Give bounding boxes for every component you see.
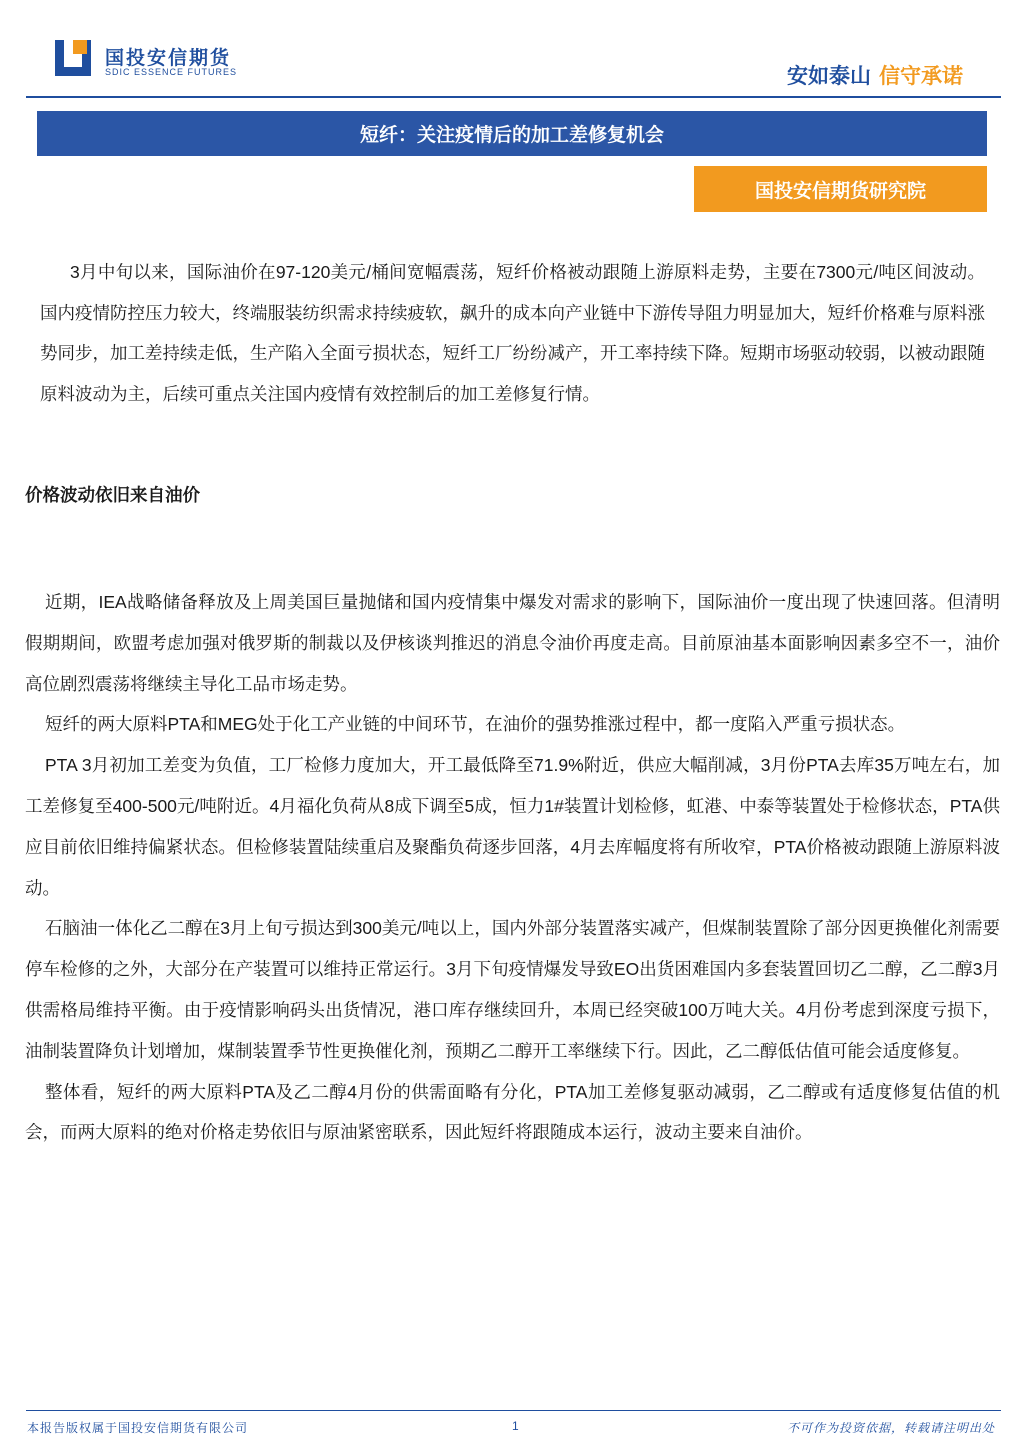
page-header [0, 0, 1025, 100]
body-paragraph: 近期，IEA战略储备释放及上周美国巨量抛储和国内疫情集中爆发对需求的影响下，国际油价一度出现了快速回落。但清明假期期间，欧盟考虑加强对俄罗斯的制裁以及伊核谈判推迟的消息令油价再度走高。目前原油基本面影响因素多空不一，油价高位剧烈震荡将继续主导化工品市场走势。 [25, 592, 1000, 694]
logo-english-name: SDIC ESSENCE FUTURES [105, 67, 238, 77]
body-paragraph: 整体看，短纤的两大原料PTA及乙二醇4月份的供需面略有分化，PTA加工差修复驱动减弱，乙二醇或有适度修复估值的机会，而两大原料的绝对价格走势依旧与原油紧密联系，因此短纤将跟随成本运行，波动主要来自油价。 [25, 1081, 1000, 1143]
footer-divider [26, 1410, 1001, 1411]
company-logo [55, 40, 315, 90]
body-paragraph: 短纤的两大原料PTA和MEG处于化工产业链的中间环节，在油价的强势推涨过程中，都一度陷入严重亏损状态。 [45, 714, 906, 735]
body-paragraph: 石脑油一体化乙二醇在3月上旬亏损达到300美元/吨以上，国内外部分装置落实减产，但煤制装置除了部分因更换催化剂需要停车检修的之外，大部分在产装置可以维持正常运行。3月下旬疫情爆发导致EO出货困难国内多套装置回切乙二醇，乙二醇3月供需格局维持平衡。由于疫情影响码头出货情况，港口库存继续回升，本周已经突破100万吨大关。4月份考虑到深度亏损下，油制装置降负计划增加，煤制装置季节性更换催化剂，预期乙二醇开工率继续下行。因此，乙二醇低估值可能会适度修复。 [25, 918, 1000, 1061]
body-text [25, 582, 1000, 1153]
copyright-notice: 本报告版权属于国投安信期货有限公司 [27, 1421, 249, 1435]
section-title: 价格波动依旧来自油价 [25, 485, 200, 505]
research-institute-label: 国投安信期货研究院 [694, 166, 987, 212]
slogan-part-b: 信守承诺 [879, 65, 963, 88]
page-number: 1 [512, 1419, 519, 1433]
logo-mark-icon [55, 40, 91, 76]
body-paragraph: PTA 3月初加工差变为负值，工厂检修力度加大，开工最低降至71.9%附近，供应大幅削减，3月份PTA去库35万吨左右，加工差修复至400-500元/吨附近。4月福化负荷从8成下调至5成，恒力1#装置计划检修，虹港、中泰等装置处于检修状态，PTA供应目前依旧维持偏紧状态。但检修装置陆续重启及聚酯负荷逐步回落，4月去库幅度将有所收窄，PTA价格被动跟随上游原料波动。 [25, 755, 1000, 898]
report-title: 短纤：关注疫情后的加工差修复机会 [37, 111, 987, 156]
disclaimer: 不可作为投资依据，转载请注明出处 [786, 1421, 995, 1435]
slogan [787, 60, 963, 90]
slogan-part-a: 安如泰山 [787, 65, 871, 88]
summary-paragraph: 3月中旬以来，国际油价在97-120美元/桶间宽幅震荡，短纤价格被动跟随上游原料走势，主要在7300元/吨区间波动。国内疫情防控压力较大，终端服装纺织需求持续疲软，飙升的成本向产业链中下游传导阻力明显加大，短纤价格难与原料涨势同步，加工差持续走低，生产陷入全面亏损状态，短纤工厂纷纷减产，开工率持续下降。短期市场驱动较弱，以被动跟随原料波动为主，后续可重点关注国内疫情有效控制后的加工差修复行情。 [40, 262, 985, 404]
logo-chinese-name: 国投安信期货 [105, 48, 232, 69]
page-footer [0, 1405, 1025, 1450]
header-divider [26, 96, 1001, 98]
